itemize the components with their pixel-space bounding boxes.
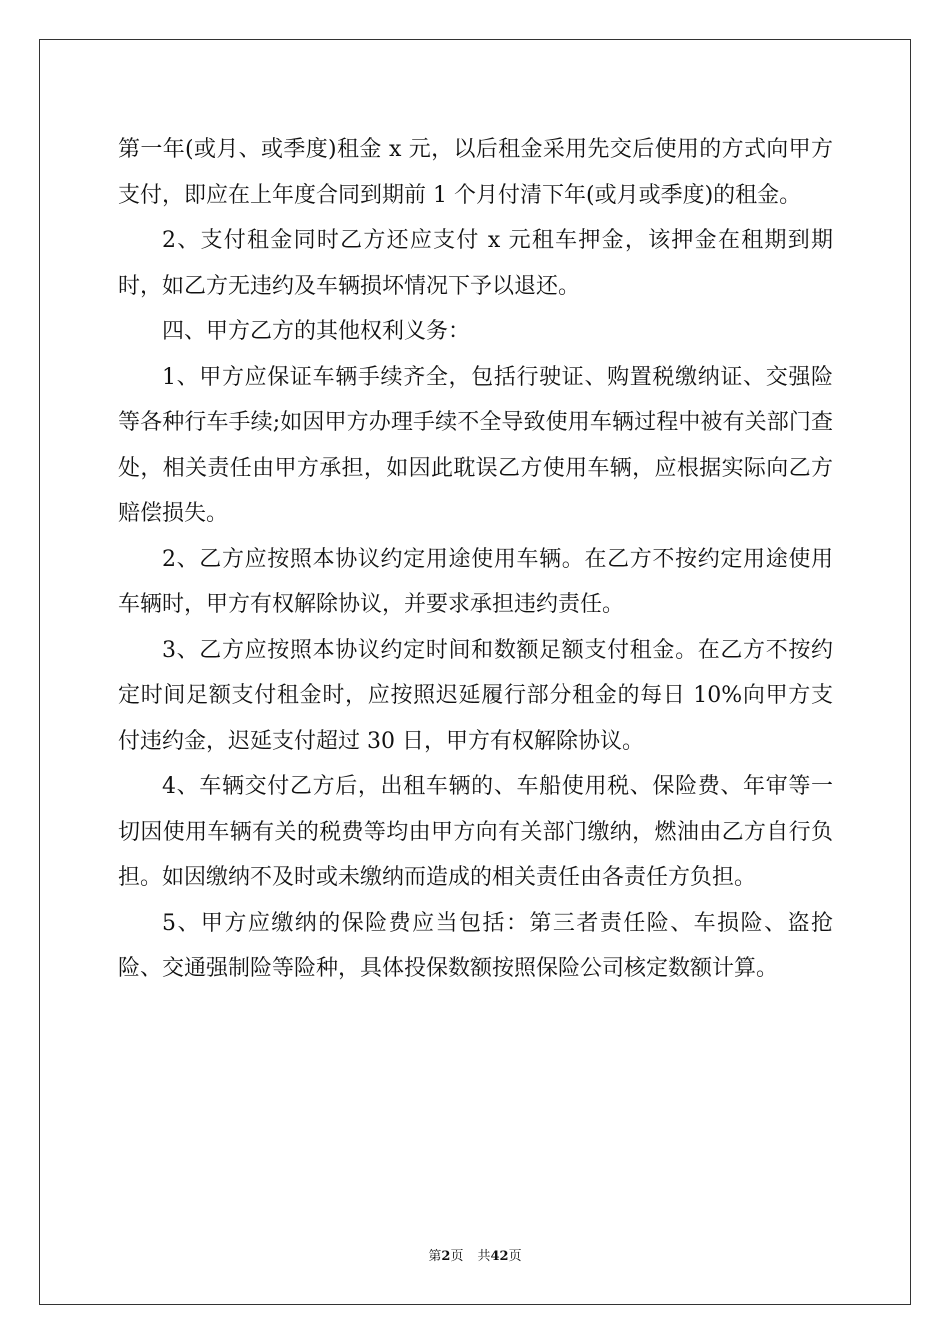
section-heading-rights: 四、甲方乙方的其他权利义务： bbox=[162, 319, 471, 344]
document-body bbox=[118, 127, 833, 992]
paragraph-clause-1: 1、甲方应保证车辆手续齐全，包括行驶证、购置税缴纳证、交强险等各种行车手续;如因甲方办理手续不全导致使用车辆过程中被有关部门查处，相关责任由甲方承担，如因此耽误乙方使用车辆，应根据实际向乙方赔偿损失。 bbox=[118, 364, 833, 526]
page-footer bbox=[0, 1245, 950, 1264]
paragraph-deposit: 2、支付租金同时乙方还应支付 x 元租车押金，该押金在租期到期时，如乙方无违约及车辆损坏情况下予以退还。 bbox=[118, 228, 833, 299]
total-prefix: 共 bbox=[477, 1249, 491, 1264]
total-suffix: 页 bbox=[508, 1249, 522, 1264]
paragraph-clause-3: 3、乙方应按照本协议约定时间和数额足额支付租金。在乙方不按约定时间足额支付租金时，应按照迟延履行部分租金的每日 10%向甲方支付违约金，迟延支付超过 30 日，甲方有权解除协议。 bbox=[118, 637, 833, 754]
page-current: 2 bbox=[441, 1249, 451, 1264]
page-suffix: 页 bbox=[450, 1249, 464, 1264]
paragraph-clause-5: 5、甲方应缴纳的保险费应当包括：第三者责任险、车损险、盗抢险、交通强制险等险种，具体投保数额按照保险公司核定数额计算。 bbox=[118, 910, 833, 981]
paragraph-rent-payment: 第一年(或月、或季度)租金 x 元，以后租金采用先交后使用的方式向甲方支付，即应在上年度合同到期前 1 个月付清下年(或月或季度)的租金。 bbox=[118, 137, 833, 208]
paragraph-clause-4: 4、车辆交付乙方后，出租车辆的、车船使用税、保险费、年审等一切因使用车辆有关的税费等均由甲方向有关部门缴纳，燃油由乙方自行负担。如因缴纳不及时或未缴纳而造成的相关责任由各责任方负担。 bbox=[118, 774, 833, 890]
paragraph-clause-2: 2、乙方应按照本协议约定用途使用车辆。在乙方不按约定用途使用车辆时，甲方有权解除协议，并要求承担违约责任。 bbox=[118, 546, 833, 617]
page-prefix: 第 bbox=[428, 1249, 442, 1264]
page-total: 42 bbox=[490, 1249, 509, 1264]
